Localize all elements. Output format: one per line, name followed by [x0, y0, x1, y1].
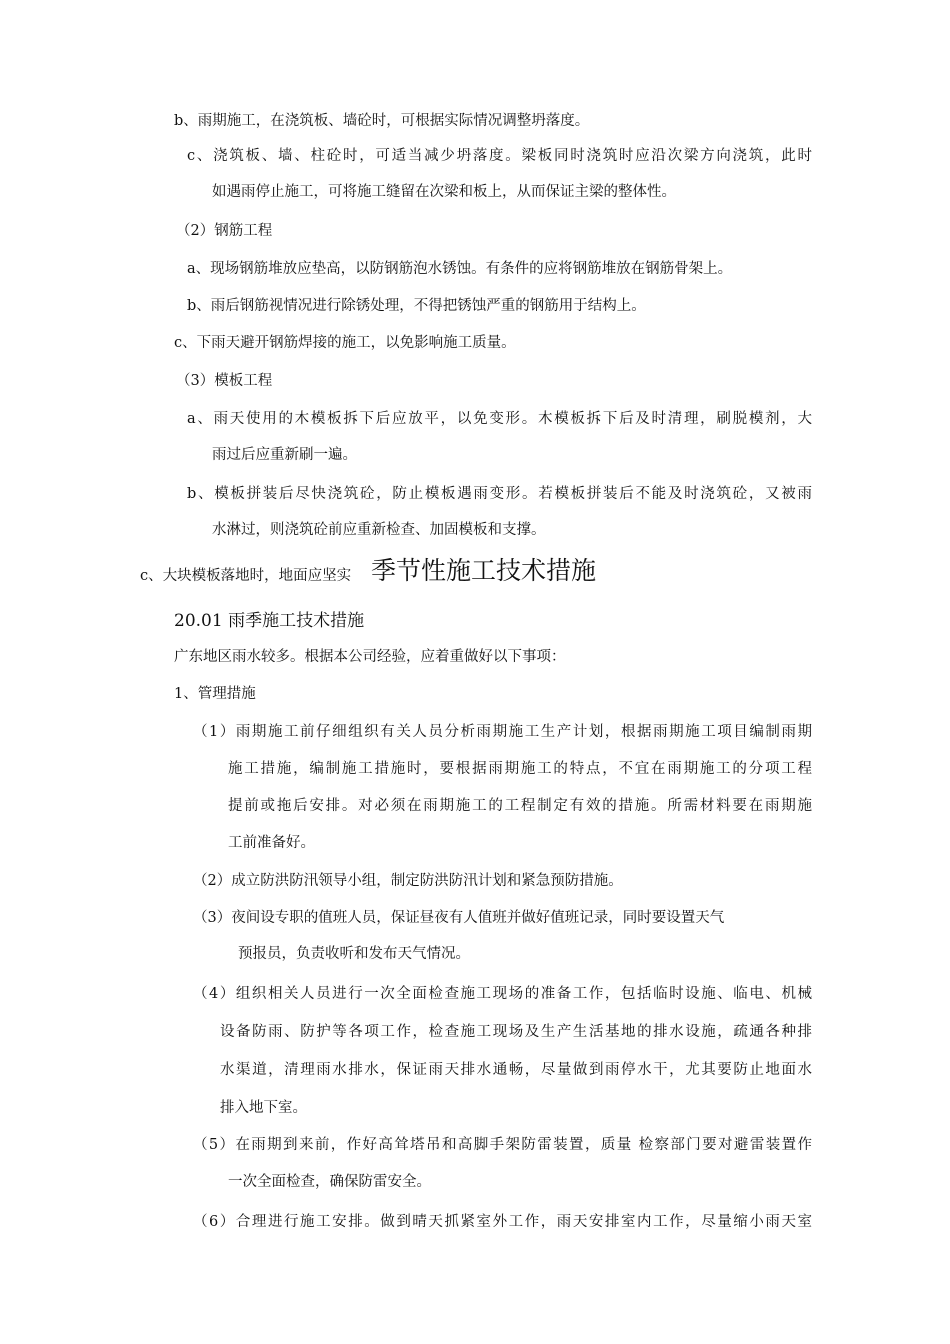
management-item-5-line2: 一次全面检查，确保防雷安全。 — [228, 1174, 431, 1190]
management-item-4-line1: （4）组织相关人员进行一次全面检查施工现场的准备工作，包括临时设施、临电、机械 — [193, 986, 812, 1002]
management-item-1-line2: 施工措施，编制施工措施时，要根据雨期施工的特点，不宜在雨期施工的分项工程 — [228, 761, 812, 777]
management-item-3-line2: 预报员，负责收听和发布天气情况。 — [238, 946, 470, 962]
rebar-heading: （2）钢筋工程 — [176, 223, 273, 239]
formwork-item-a-line1: a、雨天使用的木模板拆下后应放平，以免变形。木模板拆下后及时清理，刷脱模剂，大 — [187, 411, 812, 427]
page-title: 季节性施工技术措施 — [371, 556, 597, 585]
management-item-1-line1: （1）雨期施工前仔细组织有关人员分析雨期施工生产计划，根据雨期施工项目编制雨期 — [193, 724, 812, 740]
intro-paragraph: 广东地区雨水较多。根据本公司经验，应着重做好以下事项： — [174, 649, 566, 665]
management-item-5-line1: （5）在雨期到来前，作好高耸塔吊和高脚手架防雷装置，质量 检察部门要对避雷装置作 — [193, 1137, 812, 1153]
section-title: 20.01 雨季施工技术措施 — [174, 611, 365, 631]
concrete-item-c-line1: c、浇筑板、墙、柱砼时，可适当减少坍落度。梁板同时浇筑时应沿次梁方向浇筑，此时 — [187, 148, 812, 164]
management-item-4-line2: 设备防雨、防护等各项工作，检查施工现场及生产生活基地的排水设施，疏通各种排 — [220, 1024, 812, 1040]
concrete-item-b: b、雨期施工，在浇筑板、墙砼时，可根据实际情况调整坍落度。 — [174, 113, 590, 129]
formwork-item-c: c、大块模板落地时，地面应坚实 — [140, 568, 352, 584]
management-item-6-line1: （6）合理进行施工安排。做到晴天抓紧室外工作，雨天安排室内工作，尽量缩小雨天室 — [193, 1214, 812, 1230]
management-item-4-line3: 水渠道，清理雨水排水，保证雨天排水通畅，尽量做到雨停水干，尤其要防止地面水 — [220, 1062, 812, 1078]
formwork-item-b-line1: b、模板拼装后尽快浇筑砼，防止模板遇雨变形。若模板拼装后不能及时浇筑砼，又被雨 — [187, 486, 812, 502]
management-item-1-line4: 工前准备好。 — [228, 835, 315, 851]
management-item-4-line4: 排入地下室。 — [220, 1100, 307, 1116]
management-item-2: （2）成立防洪防汛领导小组，制定防洪防汛计划和紧急预防措施。 — [193, 873, 623, 889]
rebar-item-c: c、下雨天避开钢筋焊接的施工，以免影响施工质量。 — [174, 335, 516, 351]
management-item-3-line1: （3）夜间设专职的值班人员，保证昼夜有人值班并做好值班记录，同时要设置天气 — [193, 910, 725, 926]
concrete-item-c-line2: 如遇雨停止施工，可将施工缝留在次梁和板上，从而保证主梁的整体性。 — [212, 184, 676, 200]
formwork-item-a-line2: 雨过后应重新刷一遍。 — [212, 447, 357, 463]
rebar-item-a: a、现场钢筋堆放应垫高，以防钢筋泡水锈蚀。有条件的应将钢筋堆放在钢筋骨架上。 — [187, 261, 733, 277]
management-item-1-line3: 提前或拖后安排。对必须在雨期施工的工程制定有效的措施。所需材料要在雨期施 — [228, 798, 812, 814]
rebar-item-b: b、雨后钢筋视情况进行除锈处理，不得把锈蚀严重的钢筋用于结构上。 — [187, 298, 646, 314]
formwork-heading: （3）模板工程 — [176, 373, 273, 389]
management-heading: 1、管理措施 — [174, 686, 256, 702]
formwork-item-b-line2: 水淋过，则浇筑砼前应重新检查、加固模板和支撑。 — [212, 522, 546, 538]
